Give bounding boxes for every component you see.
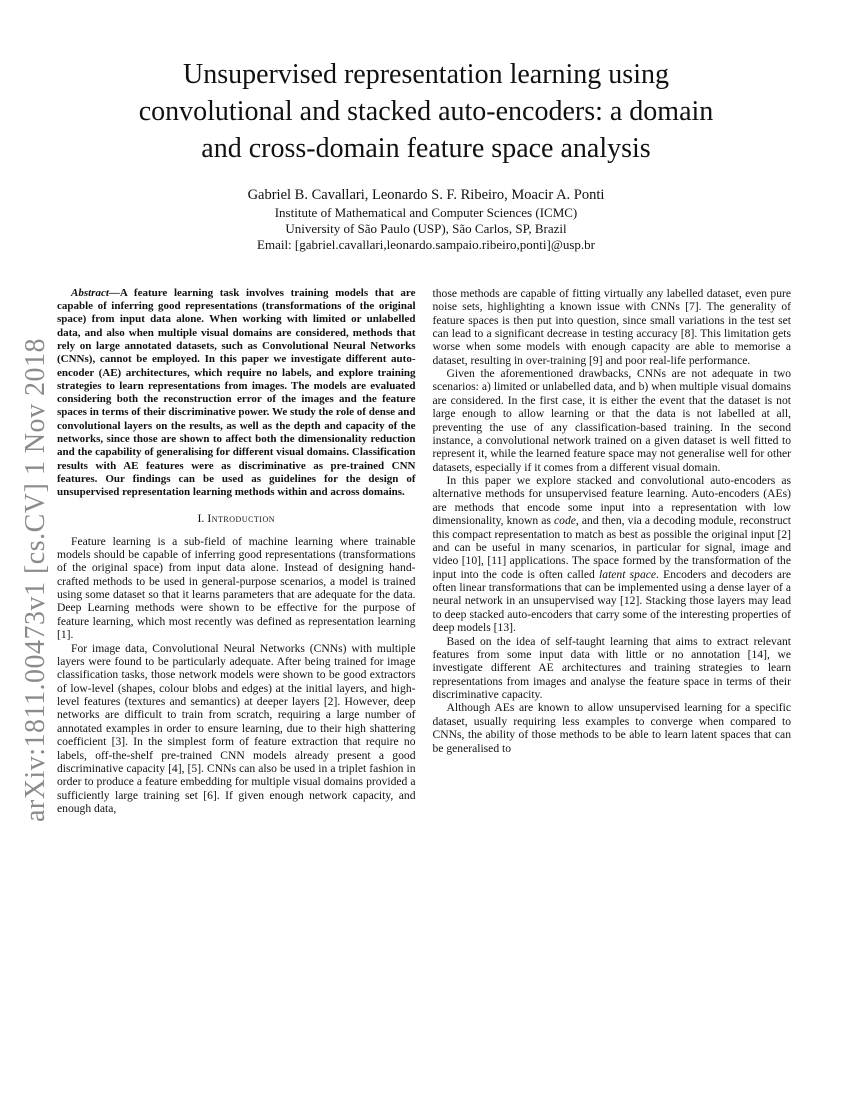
intro-paragraph-2-continuation: those methods are capable of fitting virtually any labelled dataset, even pure noise sets, highlighting a known issue with CNNs [7]. The generality of feature spaces is then put into question, since small variations in the test set can lead to a significant decrease in testing accuracy [8]. This limitation gets worse when some models with enough capacity are able to memorise a dataset, resulting in over-training [9] and poor real-life performance.: [432, 286, 791, 367]
authors-block: [57, 186, 795, 253]
intro-paragraph-2: For image data, Convolutional Neural Networks (CNNs) with multiple layers were found to be particularly adequate. After being trained for image classification tasks, those network models were shown to be good extractors of low-level (shapes, colour blobs and edges) at the initial layers, and high-level features (textures and semantics) at deeper layers [2]. However, deep networks are difficult to train from scratch, requiring a large number of annotated examples in order to ensure learning, due to their high shattering coefficient [3]. In the simplest form of feature extraction that require no labels, off-the-shelf pre-trained CNN models already present a good discriminative capacity [4], [5]. CNNs can also be used in a triplet fashion in order to produce a feature embedding for multiple visual domains provided a sufficiently large training set [6]. If given enough network capacity, and enough data,: [57, 641, 416, 815]
abstract-label: Abstract: [71, 286, 109, 299]
paper-title-line3: and cross-domain feature space analysis: [201, 133, 651, 164]
abstract-dash: —: [108, 286, 120, 299]
section-heading-introduction: [57, 511, 416, 526]
intro-paragraph-5: Based on the idea of self-taught learning that aims to extract relevant features from some input data with little or no annotation [14], we investigate different AE architectures and training strategies to learn representations from images and analyse the feature space in terms of their discriminative capacity.: [432, 634, 791, 701]
right-column: [433, 287, 792, 816]
intro-paragraph-6: Although AEs are known to allow unsupervised learning for a specific dataset, usually requiring less examples to converge when compared to CNNs, the ability of those methods to be able to learn latent spaces that can be generalised to: [432, 701, 791, 755]
paper-title-line2: convolutional and stacked auto-encoders: a domain: [138, 96, 714, 127]
paper-title: [57, 56, 795, 167]
paper-content: [57, 0, 795, 815]
left-column: [57, 287, 416, 816]
p4-term-latent-space: latent space: [599, 567, 657, 581]
intro-paragraph-3: Given the aforementioned drawbacks, CNNs are not adequate in two scenarios: a) limited or unlabelled data, and b) when multiple visual domains are considered. In the first case, it is either the event that the dataset is not large enough to allow learning or that the data is not labelled at all, preventing the use of any classification-based training. In the second instance, a convolutional network trained on a given dataset is well fitted to represent it, while the learned feature space may not generalise well for other datasets, especially if it comes from a different visual domain.: [432, 367, 791, 474]
p4-term-code: code: [554, 514, 576, 528]
p4-segment-a: In this paper we explore stacked and convolutional auto-encoders as alternative methods for unsupervised feature learning. Auto-encoders (AEs) are methods that encode some input into a representation with low dimensionality, known as: [432, 474, 791, 528]
abstract-text: A feature learning task involves training models that are capable of inferring good representations (transformations of the original space) from input data alone. When working with limited or unlabelled data, and also when multiple visual domains are considered, methods that rely on large annotated datasets, such as Convolutional Neural Networks (CNNs), cannot be employed. In this paper we investigate different auto-encoder (AE) architectures, which require no labels, and explore training strategies to learn representations from images. The models are evaluated considering both the reconstruction error of the images and the feature spaces in terms of their discriminative power. We study the role of dense and convolutional layers on the results, as well as the depth and capacity of the networks, since those are shown to affect both the dimensionality reduction and the capability of generalising for different visual domains. Classification results with AE features were as discriminative as pre-trained CNN features. Our findings can be used as guidelines for the design of unsupervised representation learning methods within and across domains.: [57, 286, 416, 499]
section-title: Introduction: [207, 510, 276, 525]
p4-segment-c: . Encoders and decoders are often linear transformations that can be implemented using a dense layer of a neural network in an unsupervised way [12]. Stacking those layers may lead to deep stacked auto-encoders that carry some of the interesting properties of deep models [13].: [432, 567, 791, 635]
affiliation-university: University of São Paulo (USP), São Carlos, SP, Brazil: [285, 220, 567, 236]
affiliation-institute: Institute of Mathematical and Computer Sciences (ICMC): [274, 204, 578, 220]
arxiv-watermark: arXiv:1811.00473v1 [cs.CV] 1 Nov 2018: [20, 337, 51, 823]
author-names: Gabriel B. Cavallari, Leonardo S. F. Ribeiro, Moacir A. Ponti: [247, 186, 605, 203]
abstract-paragraph: [57, 287, 416, 500]
author-email: Email: [gabriel.cavallari,leonardo.sampaio.ribeiro,ponti]@usp.br: [257, 236, 595, 252]
p4-segment-b: , and then, via a decoding module, reconstruct this compact representation to match as best as possible the original input [2] and can be useful in many scenarios, in particular for signal, image and video [10], [11] applications. The space formed by the transformation of the input into the code is often called: [432, 514, 791, 581]
paper-title-line1: Unsupervised representation learning using: [183, 59, 669, 90]
two-column-body: [57, 287, 795, 816]
intro-paragraph-1: Feature learning is a sub-field of machine learning where trainable models should be capable of inferring good representations (transformations of the original space) from input data alone. Instead of designing hand-crafted methods to be used in general-purpose scenarios, a model is trained using some dataset so that it learns parameters that are adequate for the data. Deep Learning methods were shown to be effective for the purpose of feature learning, which most recently was defined as representation learning [1].: [57, 534, 416, 642]
section-number: I.: [197, 510, 205, 525]
intro-paragraph-4: [433, 474, 792, 635]
